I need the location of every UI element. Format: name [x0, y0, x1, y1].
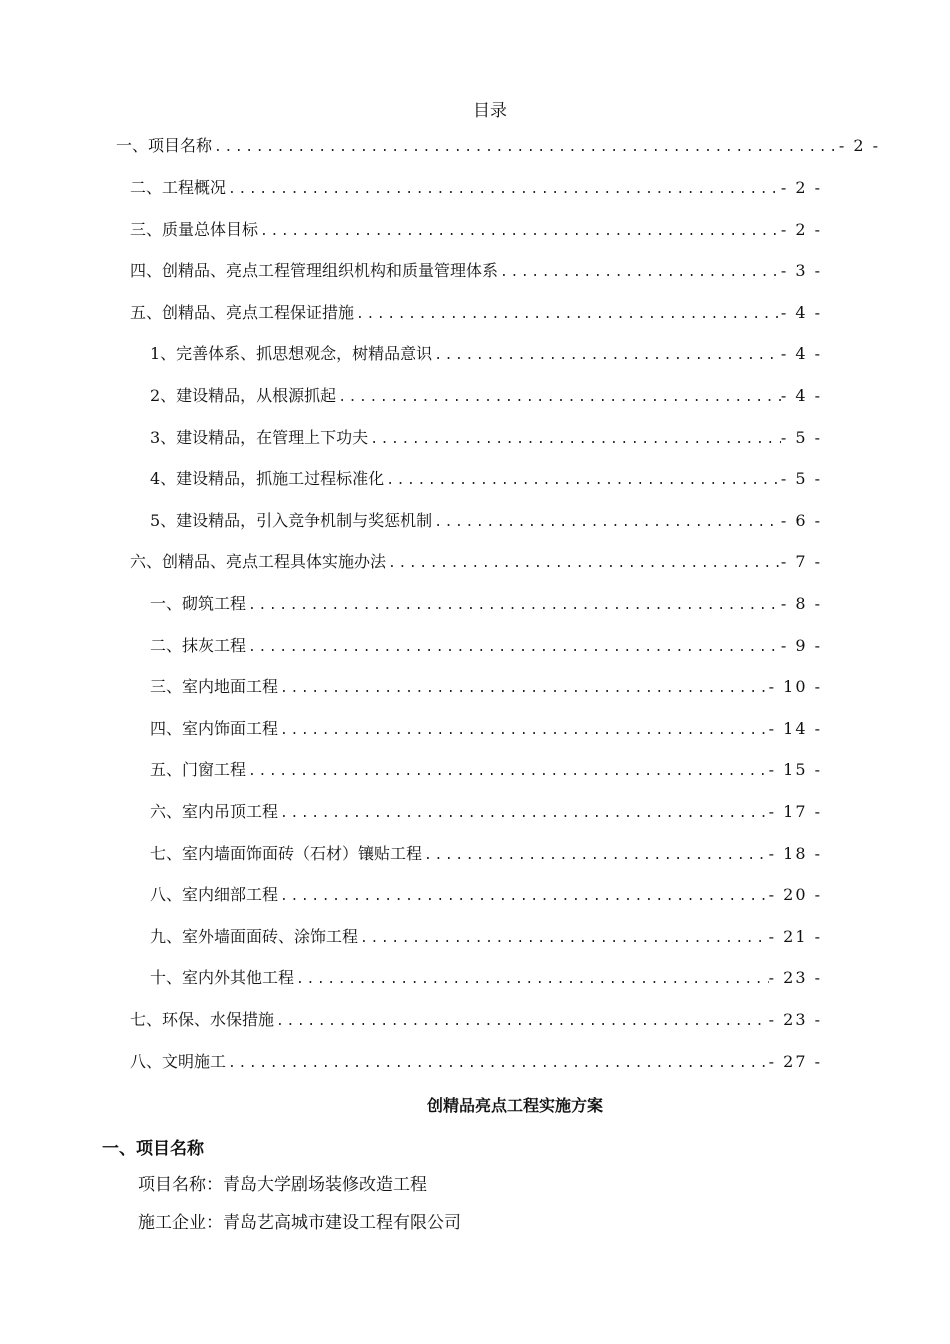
toc-entry[interactable] [150, 758, 822, 782]
toc-entry-page: - 23 - [768, 968, 822, 987]
toc-entry[interactable] [150, 467, 822, 491]
toc-dot-leader [212, 136, 839, 160]
toc-entry-label: 四、创精品、亮点工程管理组织机构和质量管理体系 [130, 261, 499, 280]
toc-dot-leader [336, 386, 781, 410]
toc-entry-label: 八、文明施工 [130, 1052, 227, 1071]
toc-entry[interactable] [150, 634, 822, 658]
toc-entry-page: - 10 - [768, 677, 822, 696]
toc-entry-label: 八、室内细部工程 [150, 885, 279, 904]
toc-entry[interactable] [150, 426, 822, 450]
toc-entry[interactable] [150, 509, 822, 533]
toc-dot-leader [278, 719, 769, 743]
toc-entry[interactable] [150, 384, 822, 408]
toc-dot-leader [246, 760, 769, 784]
toc-entry-page: - 27 - [768, 1052, 822, 1071]
toc-dot-leader [358, 927, 769, 951]
toc-entry-page: - 2 - [780, 220, 822, 239]
toc-entry-label: 3、建设精品，在管理上下功夫 [150, 428, 369, 447]
toc-entry-page: - 8 - [780, 594, 822, 613]
toc-entry-page: - 4 - [780, 386, 822, 405]
toc-entry[interactable] [150, 966, 822, 990]
toc-entry-label: 七、环保、水保措施 [130, 1010, 275, 1029]
toc-entry-label: 六、室内吊顶工程 [150, 802, 279, 821]
project-name-line: 项目名称：青岛大学剧场装修改造工程 [138, 1175, 427, 1195]
toc-dot-leader [246, 594, 781, 618]
toc-entry-label: 5、建设精品，引入竞争机制与奖惩机制 [150, 511, 433, 530]
toc-dot-leader [226, 1052, 769, 1076]
toc-entry-label: 一、砌筑工程 [150, 594, 247, 613]
toc-entry-label: 1、完善体系、抓思想观念，树精品意识 [150, 344, 433, 363]
toc-entry-label: 二、工程概况 [130, 178, 227, 197]
toc-dot-leader [368, 428, 781, 452]
toc-entry-label: 三、质量总体目标 [130, 220, 259, 239]
toc-entry-page: - 6 - [780, 511, 822, 530]
toc-dot-leader [278, 885, 769, 909]
toc-entry-label: 六、创精品、亮点工程具体实施办法 [130, 552, 387, 571]
toc-entry-page: - 15 - [768, 760, 822, 779]
toc-dot-leader [384, 469, 781, 493]
toc-entry[interactable] [130, 259, 822, 283]
toc-dot-leader [226, 178, 781, 202]
toc-entry[interactable] [150, 675, 822, 699]
toc-dot-leader [274, 1010, 769, 1034]
toc-entry-page: - 3 - [780, 261, 822, 280]
toc-entry-page: - 9 - [780, 636, 822, 655]
toc-entry-page: - 2 - [838, 136, 880, 155]
toc-entry-label: 五、门窗工程 [150, 760, 247, 779]
toc-entry-page: - 18 - [768, 844, 822, 863]
toc-entry[interactable] [150, 592, 822, 616]
toc-dot-leader [432, 511, 781, 535]
toc-entry-label: 一、项目名称 [116, 136, 213, 155]
toc-entry-label: 2、建设精品，从根源抓起 [150, 386, 337, 405]
toc-entry-page: - 5 - [780, 428, 822, 447]
document-title: 创精品亮点工程实施方案 [426, 1096, 603, 1115]
toc-entry-page: - 7 - [780, 552, 822, 571]
toc-dot-leader [354, 303, 781, 327]
contractor-line: 施工企业：青岛艺高城市建设工程有限公司 [138, 1213, 461, 1233]
toc-dot-leader [498, 261, 781, 285]
toc-dot-leader [246, 636, 781, 660]
toc-entry-page: - 4 - [780, 344, 822, 363]
toc-entry[interactable] [130, 1008, 822, 1032]
toc-entry-page: - 2 - [780, 178, 822, 197]
toc-entry-label: 二、抹灰工程 [150, 636, 247, 655]
toc-dot-leader [278, 802, 769, 826]
toc-entry[interactable] [150, 717, 822, 741]
toc-dot-leader [258, 220, 781, 244]
toc-entry[interactable] [130, 1050, 822, 1074]
toc-entry-page: - 21 - [768, 927, 822, 946]
toc-entry[interactable] [130, 550, 822, 574]
toc-entry[interactable] [150, 883, 822, 907]
toc-dot-leader [294, 968, 769, 992]
toc-entry-label: 十、室内外其他工程 [150, 968, 295, 987]
toc-entry-label: 三、室内地面工程 [150, 677, 279, 696]
toc-title: 目录 [473, 101, 507, 121]
toc-dot-leader [278, 677, 769, 701]
toc-entry[interactable] [150, 925, 822, 949]
toc-entry[interactable] [150, 800, 822, 824]
toc-entry-label: 七、室内墙面饰面砖（石材）镶贴工程 [150, 844, 423, 863]
toc-entry[interactable] [130, 218, 822, 242]
toc-dot-leader [432, 344, 781, 368]
toc-dot-leader [422, 844, 769, 868]
toc-entry-page: - 23 - [768, 1010, 822, 1029]
toc-entry-page: - 20 - [768, 885, 822, 904]
toc-entry-page: - 5 - [780, 469, 822, 488]
toc-entry[interactable] [150, 842, 822, 866]
toc-entry-label: 九、室外墙面面砖、涂饰工程 [150, 927, 359, 946]
section-heading: 一、项目名称 [102, 1139, 204, 1159]
toc-entry-page: - 17 - [768, 802, 822, 821]
toc-entry-label: 五、创精品、亮点工程保证措施 [130, 303, 355, 322]
toc-entry[interactable] [116, 134, 880, 158]
toc-entry-label: 四、室内饰面工程 [150, 719, 279, 738]
toc-dot-leader [386, 552, 781, 576]
toc-entry[interactable] [130, 176, 822, 200]
toc-entry-page: - 4 - [780, 303, 822, 322]
toc-entry[interactable] [130, 301, 822, 325]
toc-entry[interactable] [150, 342, 822, 366]
toc-entry-label: 4、建设精品，抓施工过程标准化 [150, 469, 385, 488]
toc-entry-page: - 14 - [768, 719, 822, 738]
